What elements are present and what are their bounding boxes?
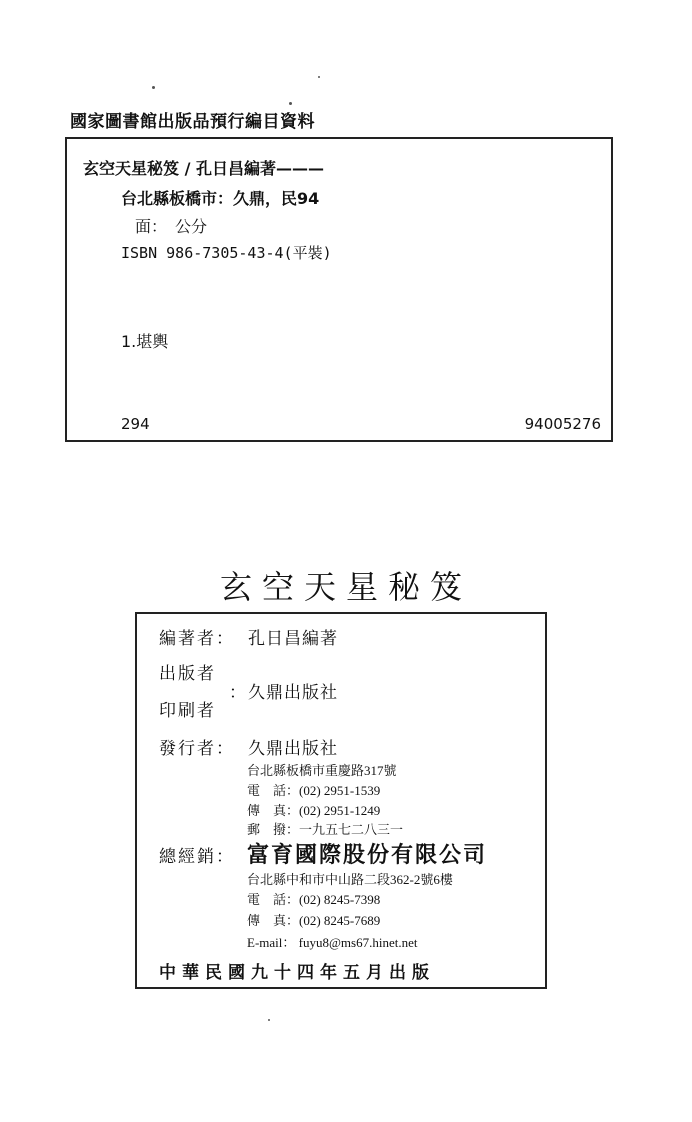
- issuer-postal-account: 郵 撥：一九五七二八三一: [247, 822, 404, 837]
- publisher-value: 久鼎出版社: [248, 683, 338, 703]
- publication-info-box: [135, 612, 547, 989]
- scan-speck: [152, 86, 155, 89]
- cip-subject-line: 1.堪輿: [121, 332, 169, 351]
- issuer-address: 台北縣板橋市重慶路317號: [247, 763, 397, 778]
- book-title: 玄空天星秘笈: [219, 568, 472, 606]
- cip-record-number: 94005276: [524, 415, 601, 433]
- cip-title-line: 玄空天星秘笈 / 孔日昌編著———: [83, 159, 324, 178]
- publication-date: 中華民國九十四年五月出版: [159, 963, 435, 983]
- cip-imprint-line: 台北縣板橋市：久鼎，民94: [121, 189, 320, 208]
- scan-speck: [318, 76, 320, 78]
- distributor-phone: 電 話：(02) 8245-7398: [247, 892, 381, 907]
- cip-physical-line: 面： 公分: [135, 217, 208, 236]
- scan-speck: [289, 102, 292, 105]
- distributor-fax: 傳 真：(02) 8245-7689: [247, 913, 381, 928]
- cip-header: 國家圖書館出版品預行編目資料: [70, 112, 315, 132]
- issuer-fax: 傳 真：(02) 2951-1249: [247, 803, 381, 818]
- distributor-value: 富育國際股份有限公司: [247, 842, 488, 868]
- cip-classification: 294: [121, 415, 150, 433]
- issuer-label: 發行者：: [159, 739, 235, 759]
- printer-label: 印刷者: [159, 701, 216, 721]
- author-value: 孔日昌編著: [248, 629, 338, 649]
- author-label: 編著者：: [159, 629, 235, 649]
- distributor-address: 台北縣中和市中山路二段362-2號6樓: [247, 872, 453, 887]
- scan-speck: [268, 1019, 270, 1021]
- publisher-colon: ：: [229, 683, 247, 703]
- issuer-phone: 電 話：(02) 2951-1539: [247, 783, 381, 798]
- issuer-value: 久鼎出版社: [248, 739, 338, 759]
- cip-record-box: [65, 137, 613, 442]
- cip-isbn-line: ISBN 986-7305-43-4(平裝): [121, 244, 332, 262]
- publisher-label: 出版者: [159, 664, 216, 684]
- distributor-label: 總經銷：: [159, 847, 235, 867]
- distributor-email: E-mail： fuyu8@ms67.hinet.net: [247, 935, 418, 950]
